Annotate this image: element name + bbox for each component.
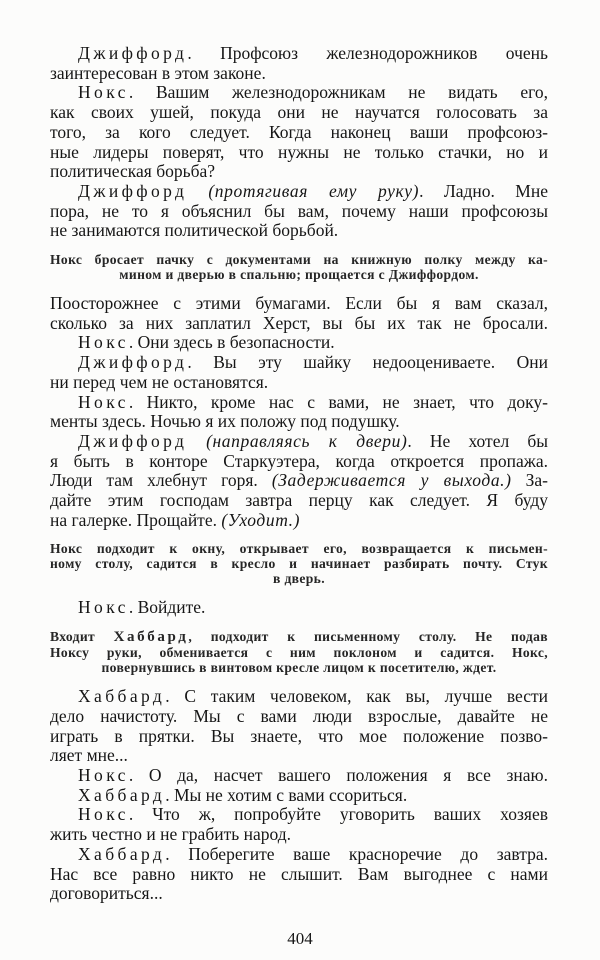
dialogue-speech: [50, 294, 548, 333]
dialogue-speech: [50, 805, 548, 844]
text-segment: . Что ж, попробуйте уговорить ваших хозяев: [128, 804, 548, 825]
text-segment: За-: [511, 470, 549, 491]
text-line: [50, 598, 548, 618]
text-line: [50, 541, 548, 556]
stage-remark: (Задерживается у выхода.): [271, 470, 512, 491]
stage-direction: [50, 252, 548, 282]
text-segment: . Никто, кроме нас с вами, не знает, что доку-: [128, 391, 548, 412]
text-line: [50, 333, 548, 353]
text-segment: жить честно и не грабить народ.: [50, 824, 291, 845]
text-line: [50, 629, 548, 645]
text-line: [50, 491, 548, 511]
text-segment: дайте этим господам завтра перцу как следует. Я буду: [50, 490, 548, 511]
text-segment: ляет мне...: [50, 745, 128, 766]
page-body: [50, 44, 548, 904]
page-number: 404: [287, 929, 313, 948]
dialogue-speech: [50, 432, 548, 531]
text-line: [50, 44, 548, 64]
text-line: [50, 452, 548, 472]
speaker-name: Джиффорд: [78, 43, 188, 63]
dialogue-speech: [50, 845, 548, 904]
text-segment: как своих ушей, покуда они не научатся голосовать за: [50, 102, 548, 123]
text-line: [50, 746, 548, 766]
text-segment: . Поберегите ваше красноречие до завтра.: [165, 843, 548, 864]
stage-direction: [50, 629, 548, 675]
text-segment: не занимаются политической борьбой.: [50, 220, 339, 241]
text-segment: повернувшись в винтовом кресле лицом к посетителю, ждет.: [101, 660, 497, 676]
stage-remark: (Уходит.): [221, 509, 301, 530]
text-line: [50, 252, 548, 267]
text-segment: Ноксу руки, обменивается с ним поклоном и садится. Нокс,: [50, 645, 548, 661]
text-line: [50, 825, 548, 845]
speaker-name: Хаббард: [113, 629, 189, 646]
text-segment: Нокс подходит к окну, открывает его, возвращается к письмен-: [50, 541, 548, 557]
dialogue-speech: [50, 598, 548, 618]
stage-remark: (протягивая ему руку): [187, 180, 420, 201]
speaker-name: Хаббард: [78, 843, 166, 864]
text-line: [50, 511, 548, 531]
text-segment: ные лидеры поверят, что нужны не только стачки, но и: [50, 141, 548, 162]
dialogue-speech: [50, 353, 548, 392]
text-segment: мином и дверью в спальню; прощается с Джиффордом.: [119, 267, 479, 283]
text-segment: . С таким человеком, как вы, лучше вести: [165, 686, 548, 707]
dialogue-speech: [50, 83, 548, 182]
text-segment: . Вашим железнодорожникам не видать его,: [128, 82, 548, 103]
speaker-name: Джиффорд: [78, 430, 188, 451]
text-segment: на галерке. Прощайте.: [50, 509, 222, 530]
text-segment: ни перед чем не остановятся.: [50, 371, 269, 392]
dialogue-speech: [50, 786, 548, 806]
text-line: [50, 202, 548, 222]
text-line: [50, 294, 548, 314]
text-line: [50, 865, 548, 885]
text-line: [50, 660, 548, 675]
text-segment: , подходит к письменному столу. Не подав: [188, 629, 548, 645]
text-segment: . Профсоюз железнодорожников очень: [187, 43, 548, 63]
dialogue-speech: [50, 182, 548, 241]
dialogue-speech: [50, 333, 548, 353]
text-line: [50, 123, 548, 143]
text-segment: договориться...: [50, 883, 163, 904]
speaker-name: Нокс: [78, 82, 129, 103]
text-line: [50, 353, 548, 373]
text-segment: Люди там хлебнут горя.: [50, 470, 272, 491]
text-line: [50, 845, 548, 865]
dialogue-speech: [50, 766, 548, 786]
text-line: [50, 182, 548, 202]
speaker-name: Джиффорд: [78, 352, 188, 373]
stage-direction: [50, 541, 548, 586]
text-line: [50, 727, 548, 747]
text-line: [50, 556, 548, 571]
text-segment: ному столу, садится в кресло и начинает разбирать почту. Стук: [50, 556, 548, 572]
text-segment: играть в прятки. Вы знаете, что мое положение позво-: [50, 725, 548, 746]
text-line: [50, 64, 548, 84]
text-segment: Поосторожнее с этими бумагами. Если бы я вам сказал,: [50, 293, 548, 314]
text-segment: Нас все равно никто не слышит. Вам выгоднее с нами: [50, 863, 548, 884]
text-line: [50, 314, 548, 334]
speaker-name: Нокс: [78, 804, 129, 825]
text-segment: . Вы эту шайку недооцениваете. Они: [187, 352, 548, 373]
speaker-name: Нокс: [78, 332, 129, 353]
dialogue-speech: [50, 687, 548, 766]
text-line: [50, 221, 548, 241]
text-segment: . О да, насчет вашего положения я все знаю.: [128, 764, 548, 785]
text-line: [50, 805, 548, 825]
speaker-name: Нокс: [78, 764, 129, 785]
text-segment: . Мы не хотим с вами ссориться.: [165, 784, 408, 805]
text-segment: Нокс бросает пачку с документами на книжную полку между ка-: [50, 252, 548, 268]
text-line: [50, 393, 548, 413]
text-line: [50, 103, 548, 123]
text-segment: политическая борьба?: [50, 161, 216, 182]
text-segment: того, за кого следует. Когда наконец ваши профсоюз-: [50, 121, 548, 142]
text-line: [50, 267, 548, 282]
text-line: [50, 162, 548, 182]
text-segment: . Не хотел бы: [407, 430, 548, 451]
text-segment: Входит: [50, 629, 114, 645]
text-segment: пора, не то я объяснил бы вам, почему наши профсоюзы: [50, 200, 548, 221]
speaker-name: Хаббард: [78, 686, 166, 707]
dialogue-speech: [50, 393, 548, 432]
text-line: [50, 412, 548, 432]
text-segment: . Ладно. Мне: [419, 180, 548, 201]
stage-remark: (направляясь к двери): [187, 430, 408, 451]
speaker-name: Нокс: [78, 597, 129, 618]
text-segment: . Они здесь в безопасности.: [128, 332, 335, 353]
text-line: [50, 687, 548, 707]
speaker-name: Нокс: [78, 391, 129, 412]
text-segment: я быть в конторе Старкуэтера, когда откроется пропажа.: [50, 450, 548, 471]
text-line: [50, 884, 548, 904]
text-line: [50, 707, 548, 727]
text-line: [50, 766, 548, 786]
text-line: [50, 645, 548, 660]
text-line: [50, 432, 548, 452]
text-segment: заинтересован в этом законе.: [50, 62, 266, 83]
speaker-name: Джиффорд: [78, 180, 188, 201]
text-line: [50, 143, 548, 163]
text-segment: . Войдите.: [128, 597, 206, 618]
text-line: [50, 83, 548, 103]
text-line: [50, 571, 548, 586]
speaker-name: Хаббард: [78, 784, 166, 805]
text-line: [50, 786, 548, 806]
text-line: [50, 373, 548, 393]
text-line: [50, 471, 548, 491]
dialogue-speech: [50, 44, 548, 83]
text-segment: дело начистоту. Мы с вами люди взрослые, давайте не: [50, 705, 548, 726]
text-segment: менты здесь. Ночью я их положу под подушку.: [50, 411, 400, 432]
text-segment: сколько за них заплатил Херст, вы бы их так не бросали.: [50, 312, 548, 333]
text-segment: в дверь.: [273, 571, 325, 587]
